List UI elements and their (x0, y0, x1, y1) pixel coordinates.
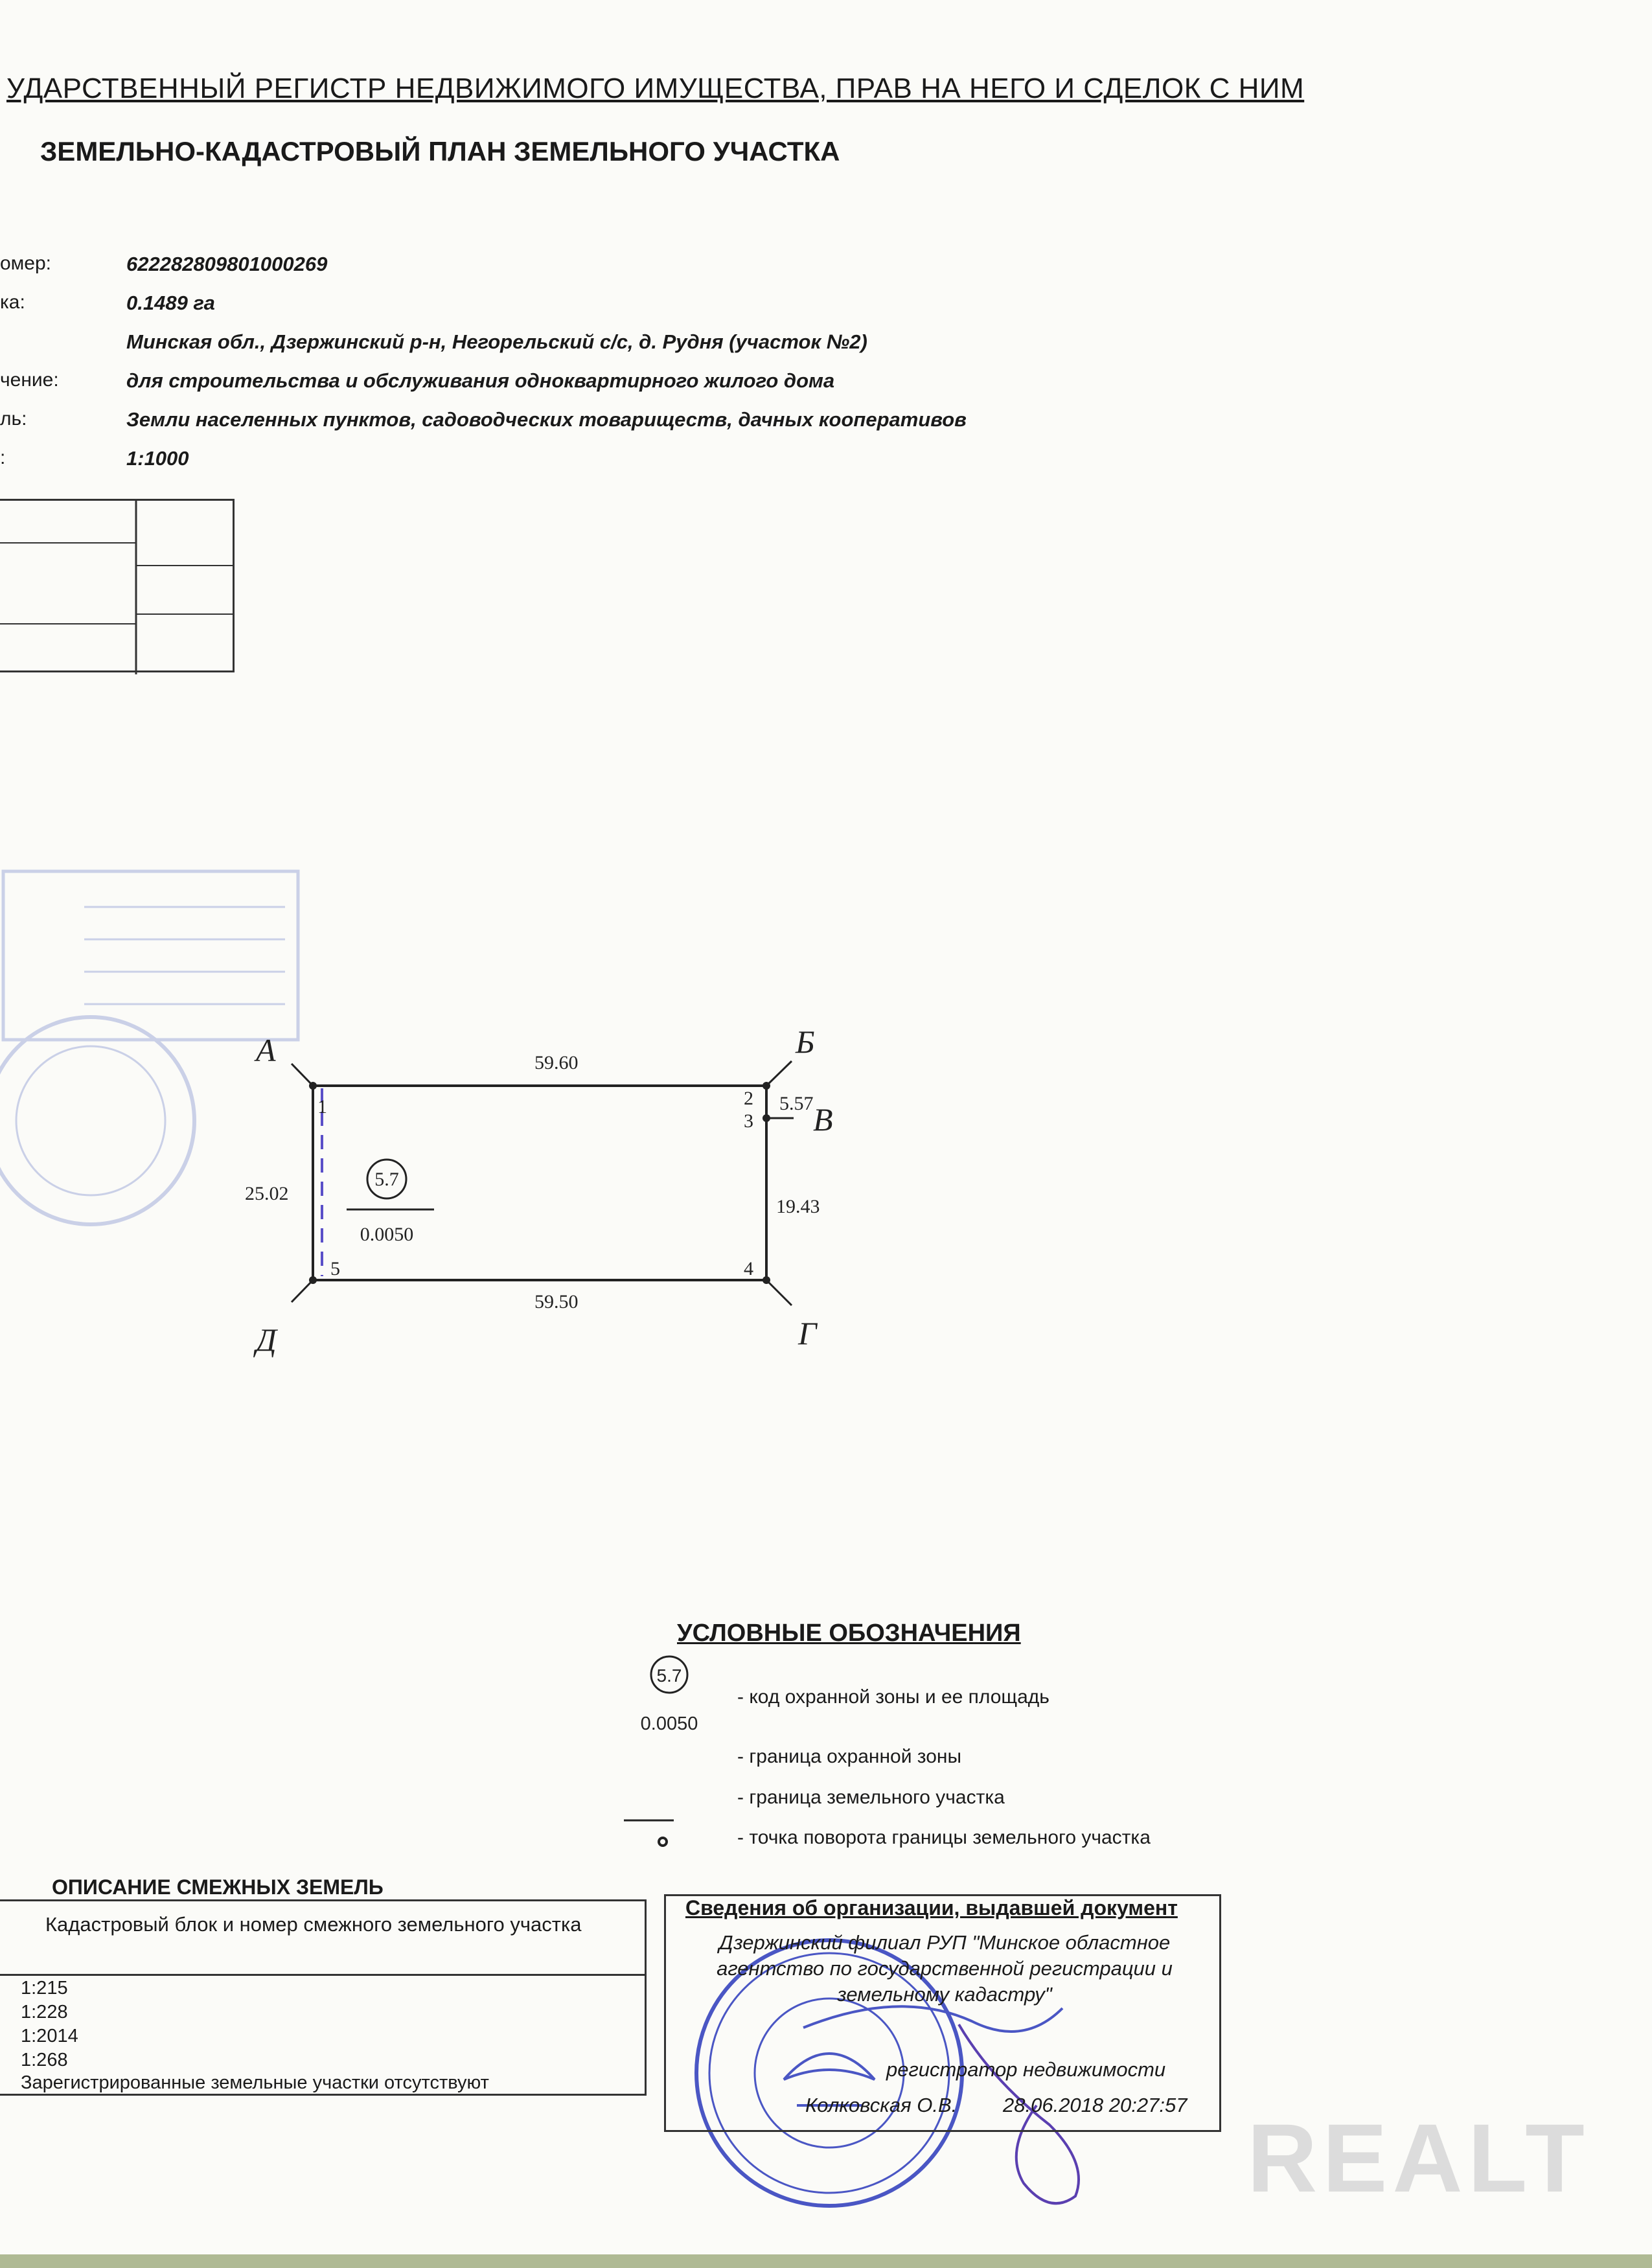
table-divider (0, 1974, 645, 1976)
field-value-address: Минская обл., Дзержинский р-н, Негорельский с/с, д. Рудня (участок №2) (126, 330, 867, 353)
adjacent-row: 1:215 (21, 1978, 68, 1999)
field-value-scale: 1:1000 (126, 447, 189, 470)
field-value-cadastral-number: 622282809801000269 (126, 253, 328, 275)
empty-grid-table (0, 499, 235, 672)
point-number-3: 3 (744, 1110, 753, 1132)
corner-label-a: А (256, 1032, 276, 1068)
issuing-organization-box (664, 1894, 1221, 2132)
org-name: Дзержинский филиал РУП "Минское областное агентство по государственной регистрации и земельному кадастру" (717, 1931, 1173, 2006)
legend-item-plot-boundary: - граница земельного участка (737, 1787, 1005, 1808)
adjacent-column-header: Кадастровый блок и номер смежного земельного участка (45, 1913, 582, 1936)
land-plot-plan (0, 972, 1652, 1425)
issue-datetime: 28.06.2018 20:27:57 (1003, 2094, 1187, 2116)
zone-code: 5.7 (374, 1169, 399, 1190)
org-title: Сведения об организации, выдавшей документ (685, 1896, 1178, 1919)
grid-lines (0, 501, 235, 674)
adjacent-row: Зарегистрированные земельные участки отсутствуют (21, 2072, 489, 2093)
corner-label-g: Г (798, 1315, 817, 1351)
corner-label-d: Д (256, 1322, 277, 1358)
corner-label-v: В (813, 1101, 833, 1138)
legend-zone-area: 0.0050 (640, 1713, 698, 1734)
turning-point (763, 1082, 770, 1090)
legend-title: УСЛОВНЫЕ ОБОЗНАЧЕНИЯ (677, 1620, 1021, 1647)
field-value-area: 0.1489 га (126, 292, 215, 314)
field-label-area: ка: (0, 292, 25, 313)
legend-item-turning-point: - точка поворота границы земельного участка (737, 1827, 1151, 1848)
scan-edge (0, 2254, 1652, 2268)
field-value-category: Земли населенных пунктов, садоводческих товариществ, дачных кооперативов (126, 408, 967, 431)
document-title: ЗЕМЕЛЬНО-КАДАСТРОВЫЙ ПЛАН ЗЕМЕЛЬНОГО УЧАСТКА (40, 136, 840, 166)
distance-bottom: 59.50 (534, 1291, 579, 1312)
turning-point (309, 1082, 317, 1090)
field-label-number: омер: (0, 253, 52, 274)
adjacent-row: 1:228 (21, 2002, 68, 2022)
legend-zone-code: 5.7 (656, 1666, 682, 1686)
adjacent-lands-title: ОПИСАНИЕ СМЕЖНЫХ ЗЕМЕЛЬ (52, 1875, 384, 1899)
legend-item-zone-code: - код охранной зоны и ее площадь (737, 1686, 1050, 1708)
distance-right: 19.43 (776, 1196, 820, 1217)
distance-top: 59.60 (534, 1052, 579, 1073)
field-label-category: ль: (0, 408, 27, 430)
field-value-purpose: для строительства и обслуживания одноквартирного жилого дома (126, 369, 835, 392)
turning-point (763, 1276, 770, 1284)
point-number-4: 4 (744, 1258, 753, 1279)
watermark-logo: REALT (1247, 2103, 1590, 2212)
legend-turning-point (659, 1838, 667, 1846)
adjacent-row: 1:268 (21, 2050, 68, 2070)
distance-left: 25.02 (245, 1183, 289, 1204)
org-role: регистратор недвижимости (886, 2058, 1166, 2081)
registrar-name: Колковская О.В. (805, 2094, 958, 2116)
zone-area: 0.0050 (360, 1224, 414, 1245)
legend-item-zone-boundary: - граница охранной зоны (737, 1746, 962, 1767)
turning-point (763, 1114, 770, 1122)
legend-symbols (622, 1652, 726, 1866)
field-label-purpose: чение: (0, 369, 59, 391)
adjacent-row: 1:2014 (21, 2026, 78, 2046)
point-number-1: 1 (317, 1096, 327, 1117)
point-number-2: 2 (744, 1088, 753, 1109)
turning-point (309, 1276, 317, 1284)
registry-header: УДАРСТВЕННЫЙ РЕГИСТР НЕДВИЖИМОГО ИМУЩЕСТВА, ПРАВ НА НЕГО И СДЕЛОК С НИМ (6, 73, 1305, 104)
point-number-5: 5 (330, 1258, 340, 1279)
adjacent-lands-table (0, 1899, 647, 2096)
distance-right-short: 5.57 (779, 1093, 814, 1114)
corner-label-b: Б (796, 1024, 815, 1060)
field-label-scale: : (0, 447, 6, 468)
